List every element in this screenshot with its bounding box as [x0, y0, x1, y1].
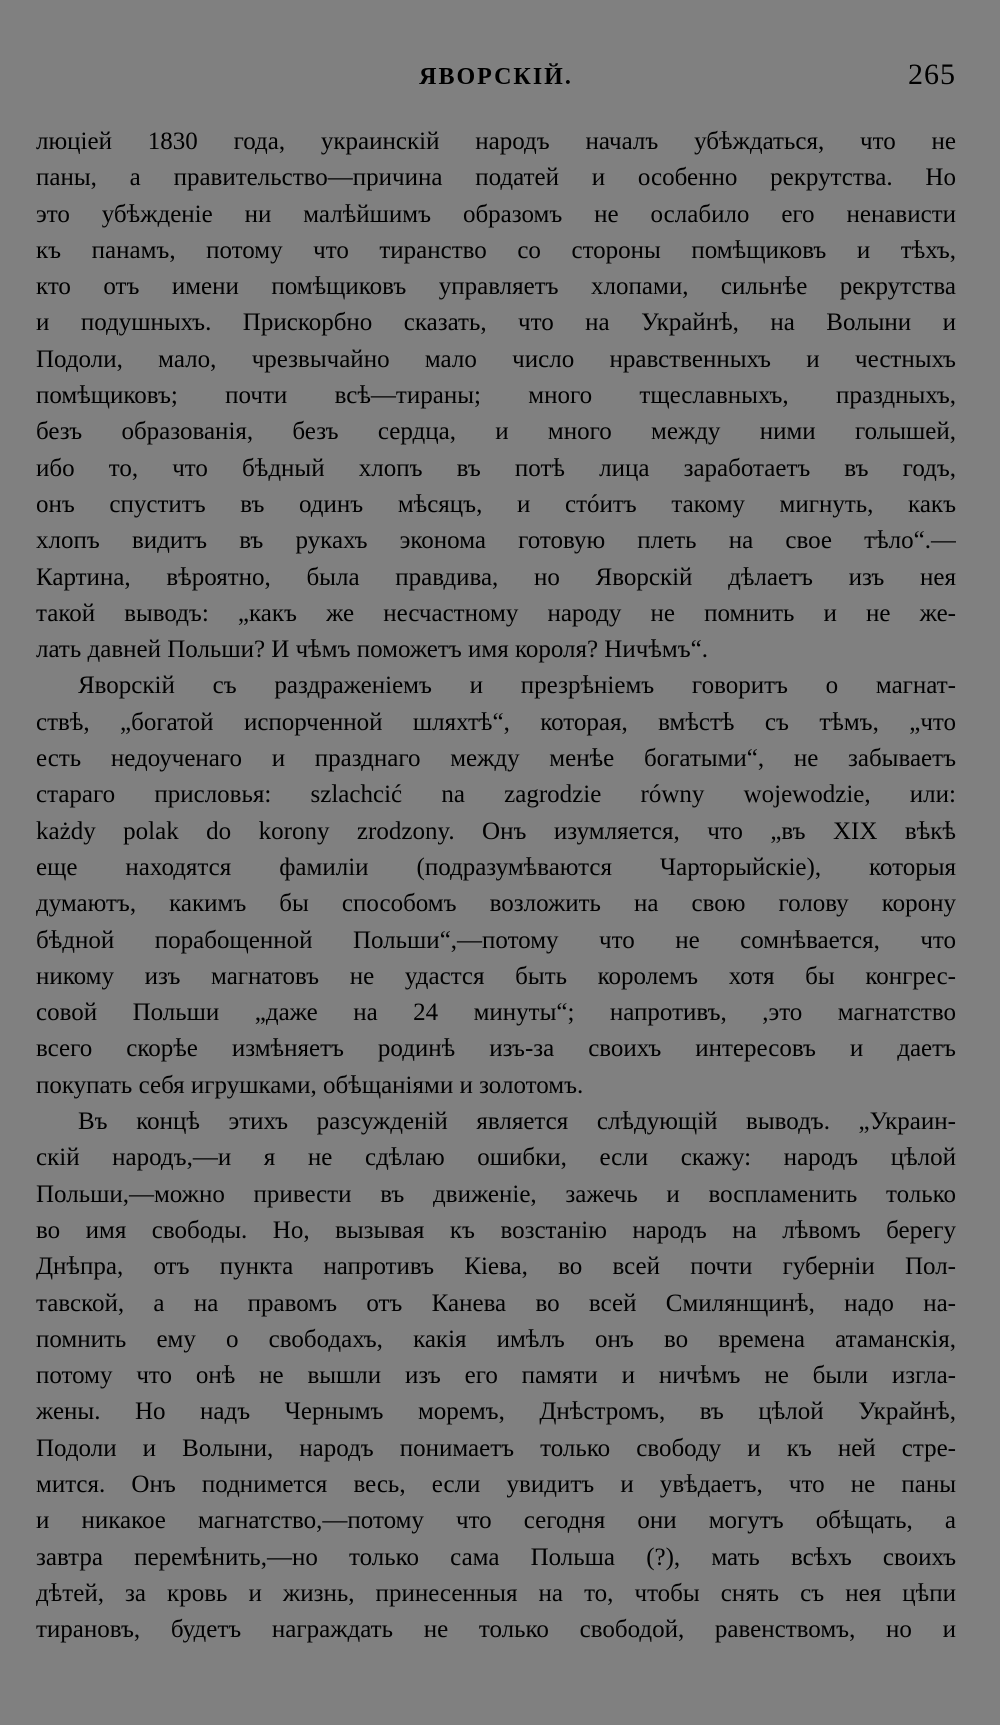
text-line: Въ концѣ этихъ разсужденій является слѣдующій выводъ. „Украин- [78, 1108, 956, 1136]
text-line: лать давней Польши? И чѣмъ поможетъ имя короля? Ничѣмъ“. [36, 636, 708, 664]
text-line: ствѣ, „богатой испорченной шляхтѣ“, которая, вмѣстѣ съ тѣмъ, „что [36, 708, 956, 736]
text-line: это убѣжденіе ни малѣйшимъ образомъ не ослабило его ненависти [36, 200, 956, 228]
text-line: есть недоученаго и празднаго между менѣе богатыми“, не забываетъ [36, 745, 956, 773]
text-line: Польши,—можно привести въ движеніе, зажечь и воспламенить только [36, 1180, 956, 1208]
text-line: ибо то, что бѣдный хлопъ въ потѣ лица заработаетъ въ годъ, [36, 454, 956, 482]
text-line: завтра перемѣнить,—но только сама Польша (?), мать всѣхъ своихъ [36, 1543, 956, 1571]
text-line: мится. Онъ поднимется весь, если увидитъ и увѣдаетъ, что не паны [36, 1470, 956, 1498]
text-line: помнить ему о свободахъ, какія имѣлъ онъ во времена атаманскія, [36, 1325, 956, 1353]
page-number: 265 [908, 58, 956, 91]
text-line: Днѣпра, отъ пункта напротивъ Кіева, во всей почти губерніи Пол- [36, 1253, 956, 1281]
text-line: къ панамъ, потому что тиранство со стороны помѣщиковъ и тѣхъ, [36, 236, 956, 264]
text-line: скій народъ,—и я не сдѣлаю ошибки, если скажу: народъ цѣлой [36, 1144, 956, 1172]
text-line: тавской, а на правомъ отъ Канева во всей Смилянщинѣ, надо на- [36, 1289, 956, 1317]
text-line: всего скорѣе измѣняетъ родинѣ изъ-за своихъ интересовъ и даетъ [36, 1035, 956, 1063]
text-line: и подушныхъ. Прискорбно сказать, что на Украйнѣ, на Волыни и [36, 309, 956, 337]
text-line: помѣщиковъ; почти всѣ—тираны; много тщеславныхъ, праздныхъ, [36, 382, 956, 410]
text-line: покупать себя игрушками, обѣщаніями и золотомъ. [36, 1071, 584, 1099]
text-line: дѣтей, за кровь и жизнь, принесенныя на то, чтобы снять съ нея цѣпи [36, 1579, 956, 1607]
text-line: тирановъ, будетъ награждать не только свободой, равенствомъ, но и [36, 1616, 956, 1644]
text-line: безъ образованія, безъ сердца, и много между ними голышей, [36, 418, 956, 446]
text-line: кто отъ имени помѣщиковъ управляетъ хлопами, сильнѣе рекрутства [36, 273, 956, 301]
text-line: паны, а правительство—причина податей и особенно рекрутства. Но [36, 164, 956, 192]
paragraph [36, 124, 956, 668]
text-line: никому изъ магнатовъ не удастся быть королемъ хотя бы конгрес- [36, 962, 956, 990]
text-line: Подоли, мало, чрезвычайно мало число нравственныхъ и честныхъ [36, 345, 956, 373]
text-line: стараго присловья: szlachcić na zagrodzie równy wojewodzie, или: [36, 781, 956, 809]
paragraph [36, 668, 956, 1104]
text-line: онъ спуститъ въ одинъ мѣсяцъ, и стóитъ такому мигнуть, какъ [36, 490, 956, 518]
text-line: Картина, вѣроятно, была правдива, но Яворскій дѣлаетъ изъ нея [36, 563, 956, 591]
text-line: во имя свободы. Но, вызывая къ возстанію народъ на лѣвомъ берегу [36, 1216, 956, 1244]
text-line: думаютъ, какимъ бы способомъ возложить на свою голову корону [36, 890, 956, 918]
text-line: każdy polak do korony zrodzony. Онъ изумляется, что „въ XIX вѣкѣ [36, 817, 956, 845]
paragraph [36, 1104, 956, 1648]
text-line: бѣдной порабощенной Польши“,—потому что не сомнѣвается, что [36, 926, 956, 954]
text-line: еще находятся фамиліи (подразумѣваются Чарторыйскіе), которыя [36, 853, 956, 881]
text-line: потому что онѣ не вышли изъ его памяти и ничѣмъ не были изгла- [36, 1362, 956, 1390]
page-header [36, 58, 956, 98]
text-line: совой Польши „даже на 24 минуты“; напротивъ, ,это магнатство [36, 999, 956, 1027]
text-line: жены. Но надъ Чернымъ моремъ, Днѣстромъ, въ цѣлой Украйнѣ, [36, 1398, 956, 1426]
text-line: такой выводъ: „какъ же несчастному народу не помнить и не же- [36, 599, 956, 627]
text-line: Подоли и Волыни, народъ понимаетъ только свободу и къ ней стре- [36, 1434, 956, 1462]
body-text [36, 124, 956, 1648]
text-line: и никакое магнатство,—потому что сегодня они могутъ обѣщать, а [36, 1507, 956, 1535]
text-line: хлопъ видитъ въ рукахъ эконома готовую плеть на свое тѣло“.— [36, 527, 956, 555]
text-line: люціей 1830 года, украинскій народъ началъ убѣждаться, что не [36, 128, 956, 155]
running-title: ЯВОРСКІЙ. [419, 64, 573, 90]
text-line: Яворскій съ раздраженіемъ и презрѣніемъ говоритъ о магнат- [78, 672, 956, 700]
